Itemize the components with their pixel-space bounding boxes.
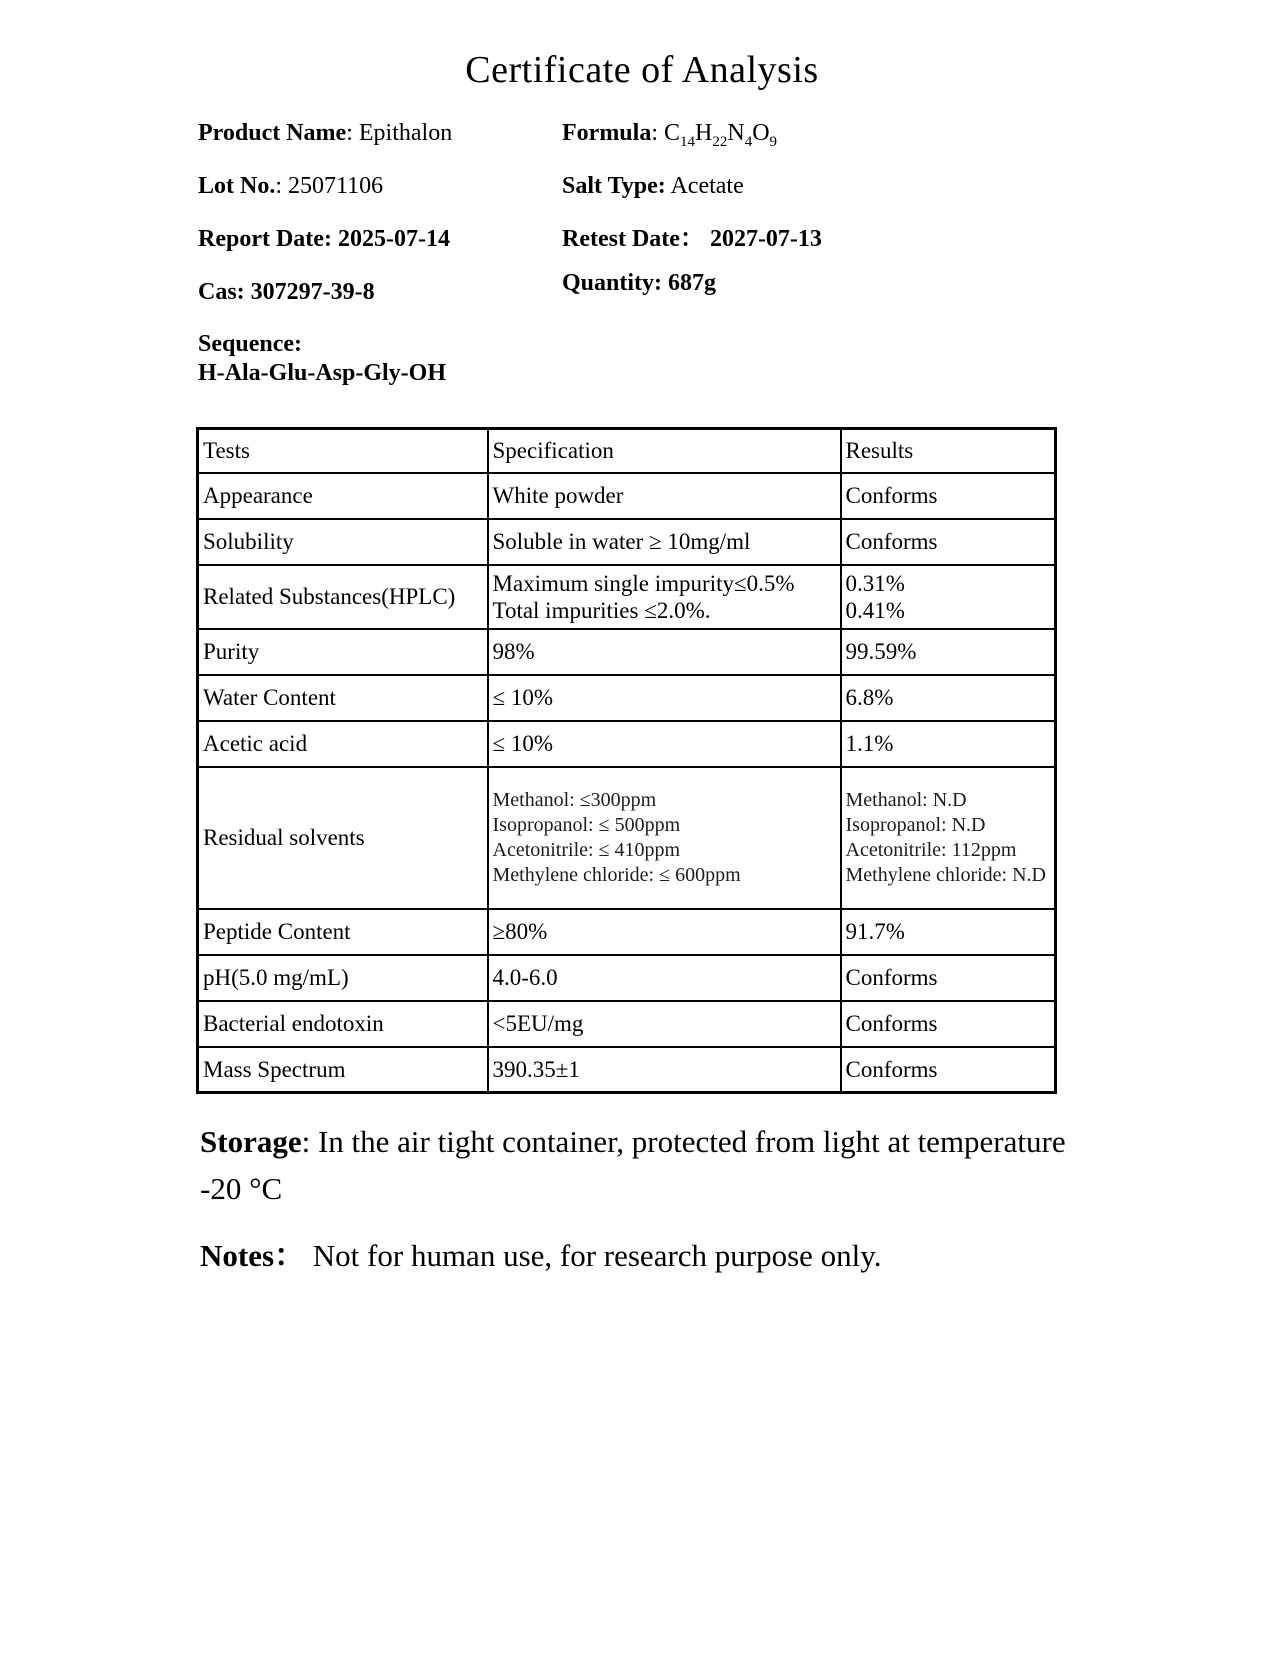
coa-table-head [198, 429, 1056, 473]
info-row-1 [198, 118, 822, 171]
formula-subscript: 9 [769, 133, 778, 150]
result-cell: Conforms [841, 1047, 1056, 1093]
salt-type-label: Salt Type: [562, 173, 666, 199]
page-title: Certificate of Analysis [465, 49, 819, 91]
table-row [198, 1001, 1056, 1047]
test-cell: pH(5.0 mg/mL) [198, 955, 488, 1001]
product-name-field [198, 118, 562, 148]
report-date-field [198, 224, 562, 254]
spec-cell: ≤ 10% [488, 675, 841, 721]
spec-cell: 390.35±1 [488, 1047, 841, 1093]
formula-label: Formula [562, 120, 652, 146]
lot-no-field [198, 171, 562, 201]
spec-cell: 4.0-6.0 [488, 955, 841, 1001]
table-row [198, 909, 1056, 955]
table-row [198, 519, 1056, 565]
report-date-label: Report Date: [198, 226, 332, 252]
cas-field [198, 277, 562, 307]
header-tests: Tests [198, 429, 488, 473]
spec-cell: 98% [488, 629, 841, 675]
sequence-label: Sequence: [198, 331, 302, 357]
quantity-label: Quantity: [562, 270, 663, 296]
table-header-row [198, 429, 1056, 473]
cas-label: Cas: [198, 279, 245, 305]
quantity-field [562, 270, 822, 307]
cas-value: 307297-39-8 [244, 279, 375, 305]
salt-type-value: Acetate [665, 173, 744, 199]
spec-cell: ≤ 10% [488, 721, 841, 767]
result-cell: 99.59% [841, 629, 1056, 675]
table-row [198, 1047, 1056, 1093]
retest-date-field [562, 224, 822, 254]
formula-colon: : [651, 120, 664, 146]
test-cell: Related Substances(HPLC) [198, 565, 488, 629]
quantity-value: 687g [662, 270, 717, 296]
header-results: Results [841, 429, 1056, 473]
storage-text: : In the air tight container, protected from light at temperature -20 °C [200, 1124, 1066, 1206]
result-cell: Conforms [841, 473, 1056, 519]
table-row [198, 565, 1056, 629]
test-cell: Water Content [198, 675, 488, 721]
spec-cell: White powder [488, 473, 841, 519]
formula-subscript: 22 [712, 133, 728, 150]
product-name-value: : Epithalon [346, 120, 453, 146]
storage-label: Storage [200, 1124, 302, 1159]
result-cell: 1.1% [841, 721, 1056, 767]
table-row [198, 629, 1056, 675]
header-specification: Specification [488, 429, 841, 473]
test-cell: Peptide Content [198, 909, 488, 955]
test-cell: Purity [198, 629, 488, 675]
report-date-value: 2025-07-14 [331, 226, 450, 252]
spec-cell: ≥80% [488, 909, 841, 955]
lot-no-label: Lot No. [198, 173, 276, 199]
info-row-3 [198, 224, 822, 277]
spec-cell: Maximum single impurity≤0.5% Total impurities ≤2.0%. [488, 565, 841, 629]
coa-table-body [198, 473, 1056, 1093]
test-cell: Residual solvents [198, 767, 488, 909]
notes-label: Notes： [200, 1238, 306, 1273]
formula-subscript: 4 [744, 133, 753, 150]
test-cell: Solubility [198, 519, 488, 565]
quantity-wrap [562, 270, 716, 296]
lot-no-value: : 25071106 [275, 173, 384, 199]
storage-paragraph [200, 1118, 1080, 1212]
notes-text: Not for human use, for research purpose only. [305, 1238, 882, 1273]
sequence-field [198, 330, 822, 388]
header-info [198, 118, 822, 388]
retest-date-value: 2027-07-13 [703, 226, 822, 252]
result-cell: Conforms [841, 519, 1056, 565]
table-row [198, 675, 1056, 721]
info-row-4 [198, 270, 822, 330]
formula-value: $C_{14}H_{22}N_4O_9$ [664, 120, 778, 150]
salt-type-field [562, 171, 822, 201]
test-cell: Appearance [198, 473, 488, 519]
retest-date-label: Retest Date： [562, 226, 704, 252]
spec-cell: Methanol: ≤300ppm Isopropanol: ≤ 500ppm Acetonitrile: ≤ 410ppm Methylene chloride: ≤ 600ppm [488, 767, 841, 909]
test-cell: Bacterial endotoxin [198, 1001, 488, 1047]
spec-cell: Soluble in water ≥ 10mg/ml [488, 519, 841, 565]
result-cell: 91.7% [841, 909, 1056, 955]
table-row [198, 721, 1056, 767]
table-row [198, 473, 1056, 519]
notes-paragraph [200, 1232, 1200, 1279]
table-row [198, 767, 1056, 909]
result-cell: Conforms [841, 955, 1056, 1001]
test-cell: Acetic acid [198, 721, 488, 767]
formula-subscript: 14 [680, 133, 696, 150]
result-cell: Methanol: N.D Isopropanol: N.D Acetonitrile: 112ppm Methylene chloride: N.D [841, 767, 1056, 909]
result-cell: Conforms [841, 1001, 1056, 1047]
coa-table [196, 427, 1057, 1094]
table-row [198, 955, 1056, 1001]
result-cell: 0.31% 0.41% [841, 565, 1056, 629]
info-row-2 [198, 171, 822, 224]
result-cell: 6.8% [841, 675, 1056, 721]
test-cell: Mass Spectrum [198, 1047, 488, 1093]
sequence-value: H-Ala-Glu-Asp-Gly-OH [198, 360, 447, 386]
product-name-label: Product Name [198, 120, 347, 146]
formula-field [562, 118, 822, 148]
spec-cell: <5EU/mg [488, 1001, 841, 1047]
